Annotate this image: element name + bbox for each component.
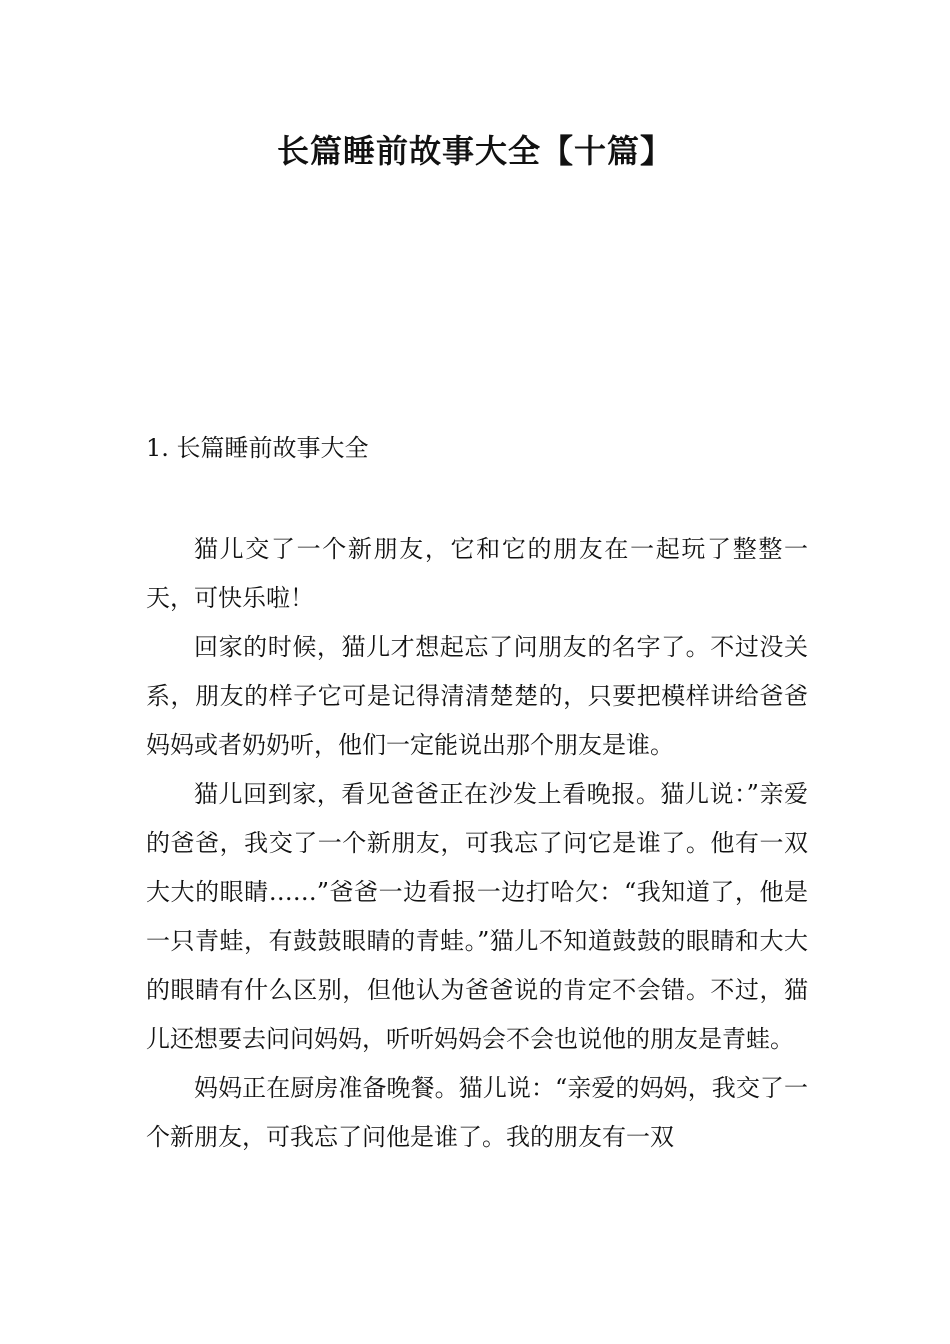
section-heading: 1. 长篇睡前故事大全 [146,434,369,462]
paragraph: 妈妈正在厨房准备晚餐。猫儿说：“亲爱的妈妈，我交了一个新朋友，可我忘了问他是谁了。我的朋友有一双 [146,1074,808,1151]
paragraph: 回家的时候，猫儿才想起忘了问朋友的名字了。不过没关系，朋友的样子它可是记得清清楚楚的，只要把模样讲给爸爸妈妈或者奶奶听，他们一定能说出那个朋友是谁。 [146,633,808,759]
document-title: 长篇睡前故事大全【十篇】 [276,132,673,170]
story-body [146,525,808,1162]
paragraph: 猫儿回到家，看见爸爸正在沙发上看晚报。猫儿说：”亲爱的爸爸，我交了一个新朋友，可我忘了问它是谁了。他有一双大大的眼睛……”爸爸一边看报一边打哈欠：“我知道了，他是一只青蛙，有鼓鼓眼睛的青蛙。”猫儿不知道鼓鼓的眼睛和大大的眼睛有什么区别，但他认为爸爸说的肯定不会错。不过，猫儿还想要去问问妈妈，听听妈妈会不会也说他的朋友是青蛙。 [146,780,808,1053]
paragraph: 猫儿交了一个新朋友，它和它的朋友在一起玩了整整一天，可快乐啦！ [146,535,808,612]
